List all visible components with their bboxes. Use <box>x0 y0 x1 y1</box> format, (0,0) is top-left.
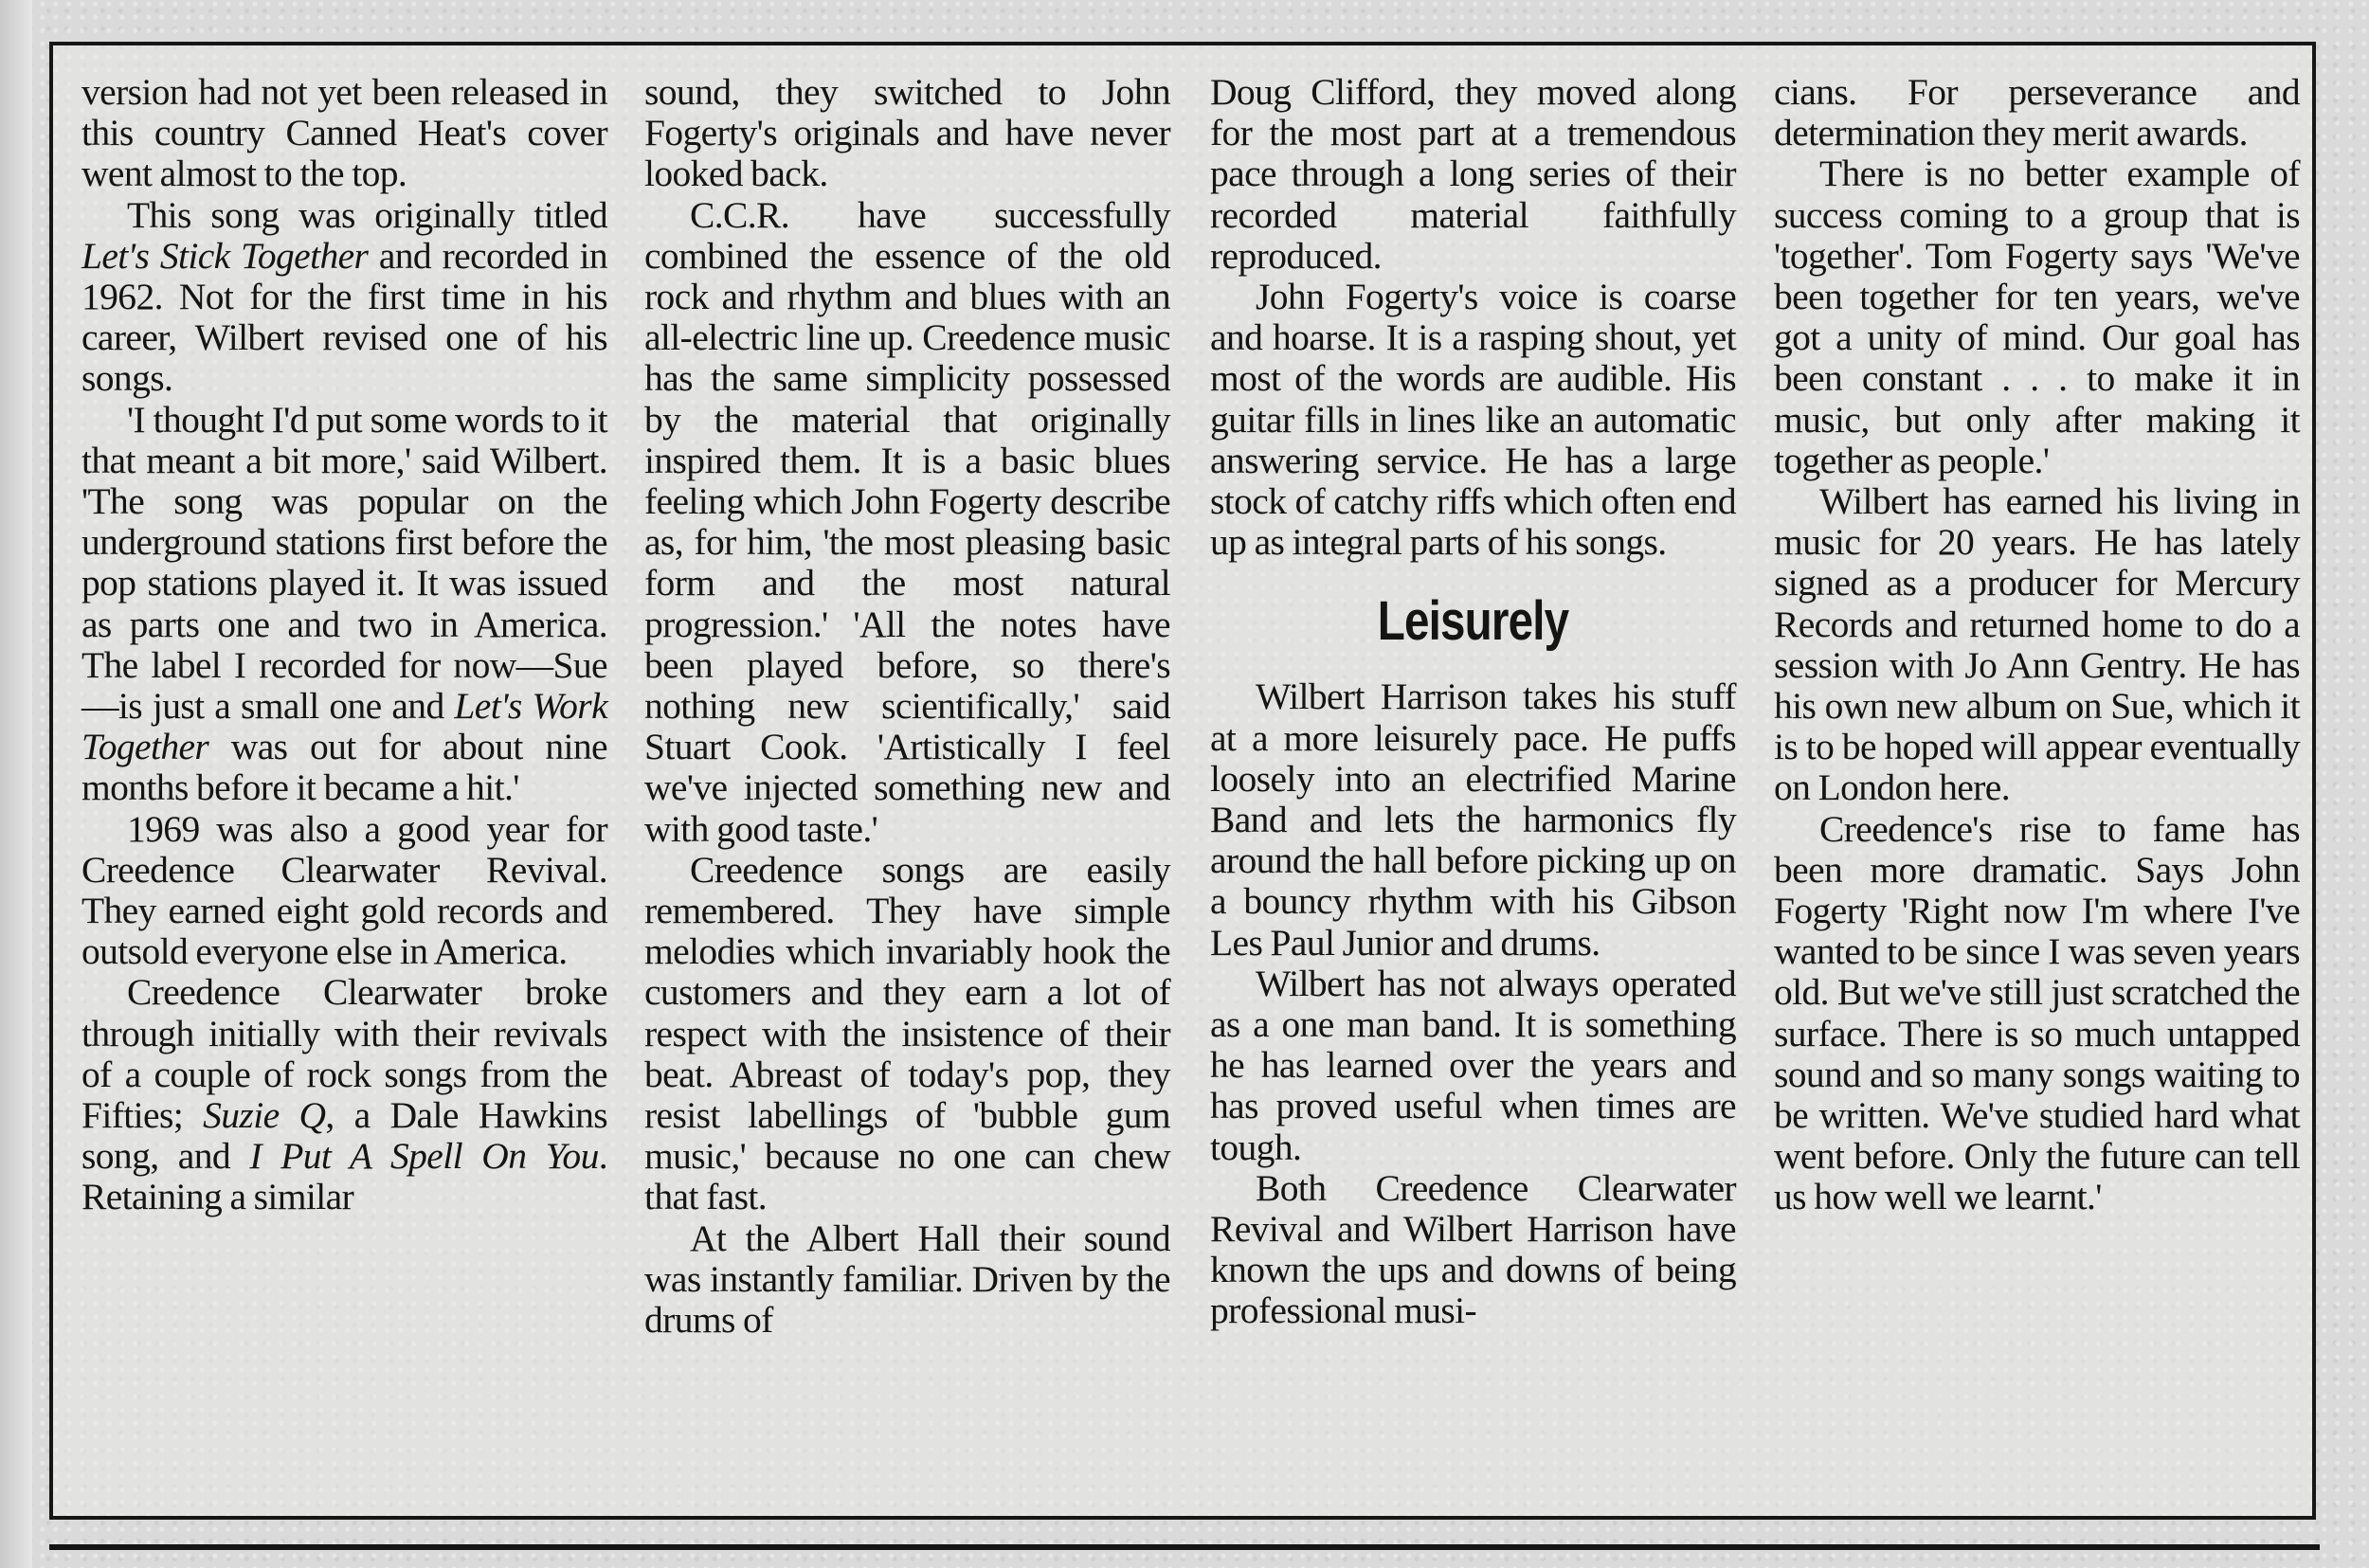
section-subheading: Leisurely <box>1377 590 1569 653</box>
paragraph: Creedence Clearwater broke through initially with their revivals of a couple of rock songs from the Fifties; Suzie Q, a Dale Hawkins song, and I Put A Spell On You. Retaining a similar <box>81 971 608 1218</box>
song-title: Let's Work Together <box>81 685 607 768</box>
song-title: I Put A Spell On You <box>249 1135 599 1178</box>
paragraph: There is no better example of success coming to a group that is 'together'. Tom Fogerty says 'We've been together for ten years, we've got a unity of mind. Our goal has been constant . . . to make it in music, but only after making it together as people.' <box>1774 153 2300 481</box>
paragraph: Creedence's rise to fame has been more dramatic. Says John Fogerty 'Right now I'm where I've wanted to be since I was seven years old. But we've still just scratched the surface. There is so much untapped sound and so many songs waiting to be written. We've studied hard what went before. Only the future can tell us how well we learnt.' <box>1774 807 2300 1218</box>
paragraph: C.C.R. have successfully combined the essence of the old rock and rhythm and blues with an all-electric line up. Creedence music has the same simplicity possessed by the material that originally inspired them. It is a basic blues feeling which John Fogerty describe as, for him, 'the most pleasing basic form and the most natural progression.' 'All the notes have been played before, so there's nothing new scientifically,' said Stuart Cook. 'Artistically I feel we've injected something new and with good taste.' <box>644 193 1170 850</box>
paragraph: Both Creedence Clearwater Revival and Wilbert Harrison have known the ups and downs of being professional musi- <box>1210 1166 1736 1332</box>
paragraph: This song was originally titled Let's Stick Together and recorded in 1962. Not for the first time in his career, Wilbert revised one of his songs. <box>81 193 607 400</box>
paragraph: sound, they switched to John Fogerty's originals and have never looked back. <box>644 71 1170 195</box>
paragraph: Wilbert Harrison takes his stuff at a more leisurely pace. He puffs loosely into an electrified Marine Band and lets the harmonics fly around the hall before picking up on a bouncy rhythm with his Gibson Les Paul Junior and drums. <box>1210 676 1736 964</box>
paragraph: John Fogerty's voice is coarse and hoarse. It is a rasping shout, yet most of the words are audible. His guitar fills in lines like an automatic answering service. He has a large stock of catchy riffs which often end up as integral parts of his songs. <box>1210 276 1736 564</box>
paragraph: Wilbert has earned his living in music for 20 years. He has lately signed as a producer for Mercury Records and returned home to do a session with Jo Ann Gentry. He has his own new album on Sue, which it is to be hoped will appear eventually on London here. <box>1774 480 2300 809</box>
song-title: Suzie Q <box>203 1094 326 1137</box>
page-edge-strip <box>0 0 32 1568</box>
song-title: Let's Stick Together <box>81 234 369 277</box>
paragraph: Doug Clifford, they moved along for the most part at a tremendous pace through a long series of their recorded material faithfully reproduced. <box>1210 71 1736 277</box>
paragraph: Creedence songs are easily remembered. They have simple melodies which invariably hook the customers and they earn a lot of respect with the insistence of their beat. Abreast of today's pop, they resist labellings of 'bubble gum music,' because no one can chew that fast. <box>644 848 1170 1218</box>
article-column-1 <box>81 72 607 1512</box>
article-column-3 <box>1210 72 1736 1512</box>
paragraph: 1969 was also a good year for Creedence Clearwater Revival. They earned eight gold records and outsold everyone else in America. <box>81 807 607 973</box>
paragraph: version had not yet been released in this country Canned Heat's cover went almost to the top. <box>81 71 607 195</box>
bottom-rule <box>49 1544 2320 1550</box>
paragraph: Wilbert has not always operated as a one man band. It is something he has learned over the years and has proved useful when times are tough. <box>1210 962 1736 1168</box>
article-column-4 <box>1774 72 2300 1512</box>
paragraph: At the Albert Hall their sound was instantly familiar. Driven by the drums of <box>644 1217 1170 1342</box>
paragraph: cians. For perseverance and determination they merit awards. <box>1774 71 2300 154</box>
article-column-2 <box>644 72 1170 1512</box>
paragraph: 'I thought I'd put some words to it that meant a bit more,' said Wilbert. 'The song was popular on the underground stations first before the pop stations played it. It was issued as parts one and two in America. The label I recorded for now—Sue—is just a small one and Let's Work Together was out for about nine months before it became a hit.' <box>81 398 607 809</box>
